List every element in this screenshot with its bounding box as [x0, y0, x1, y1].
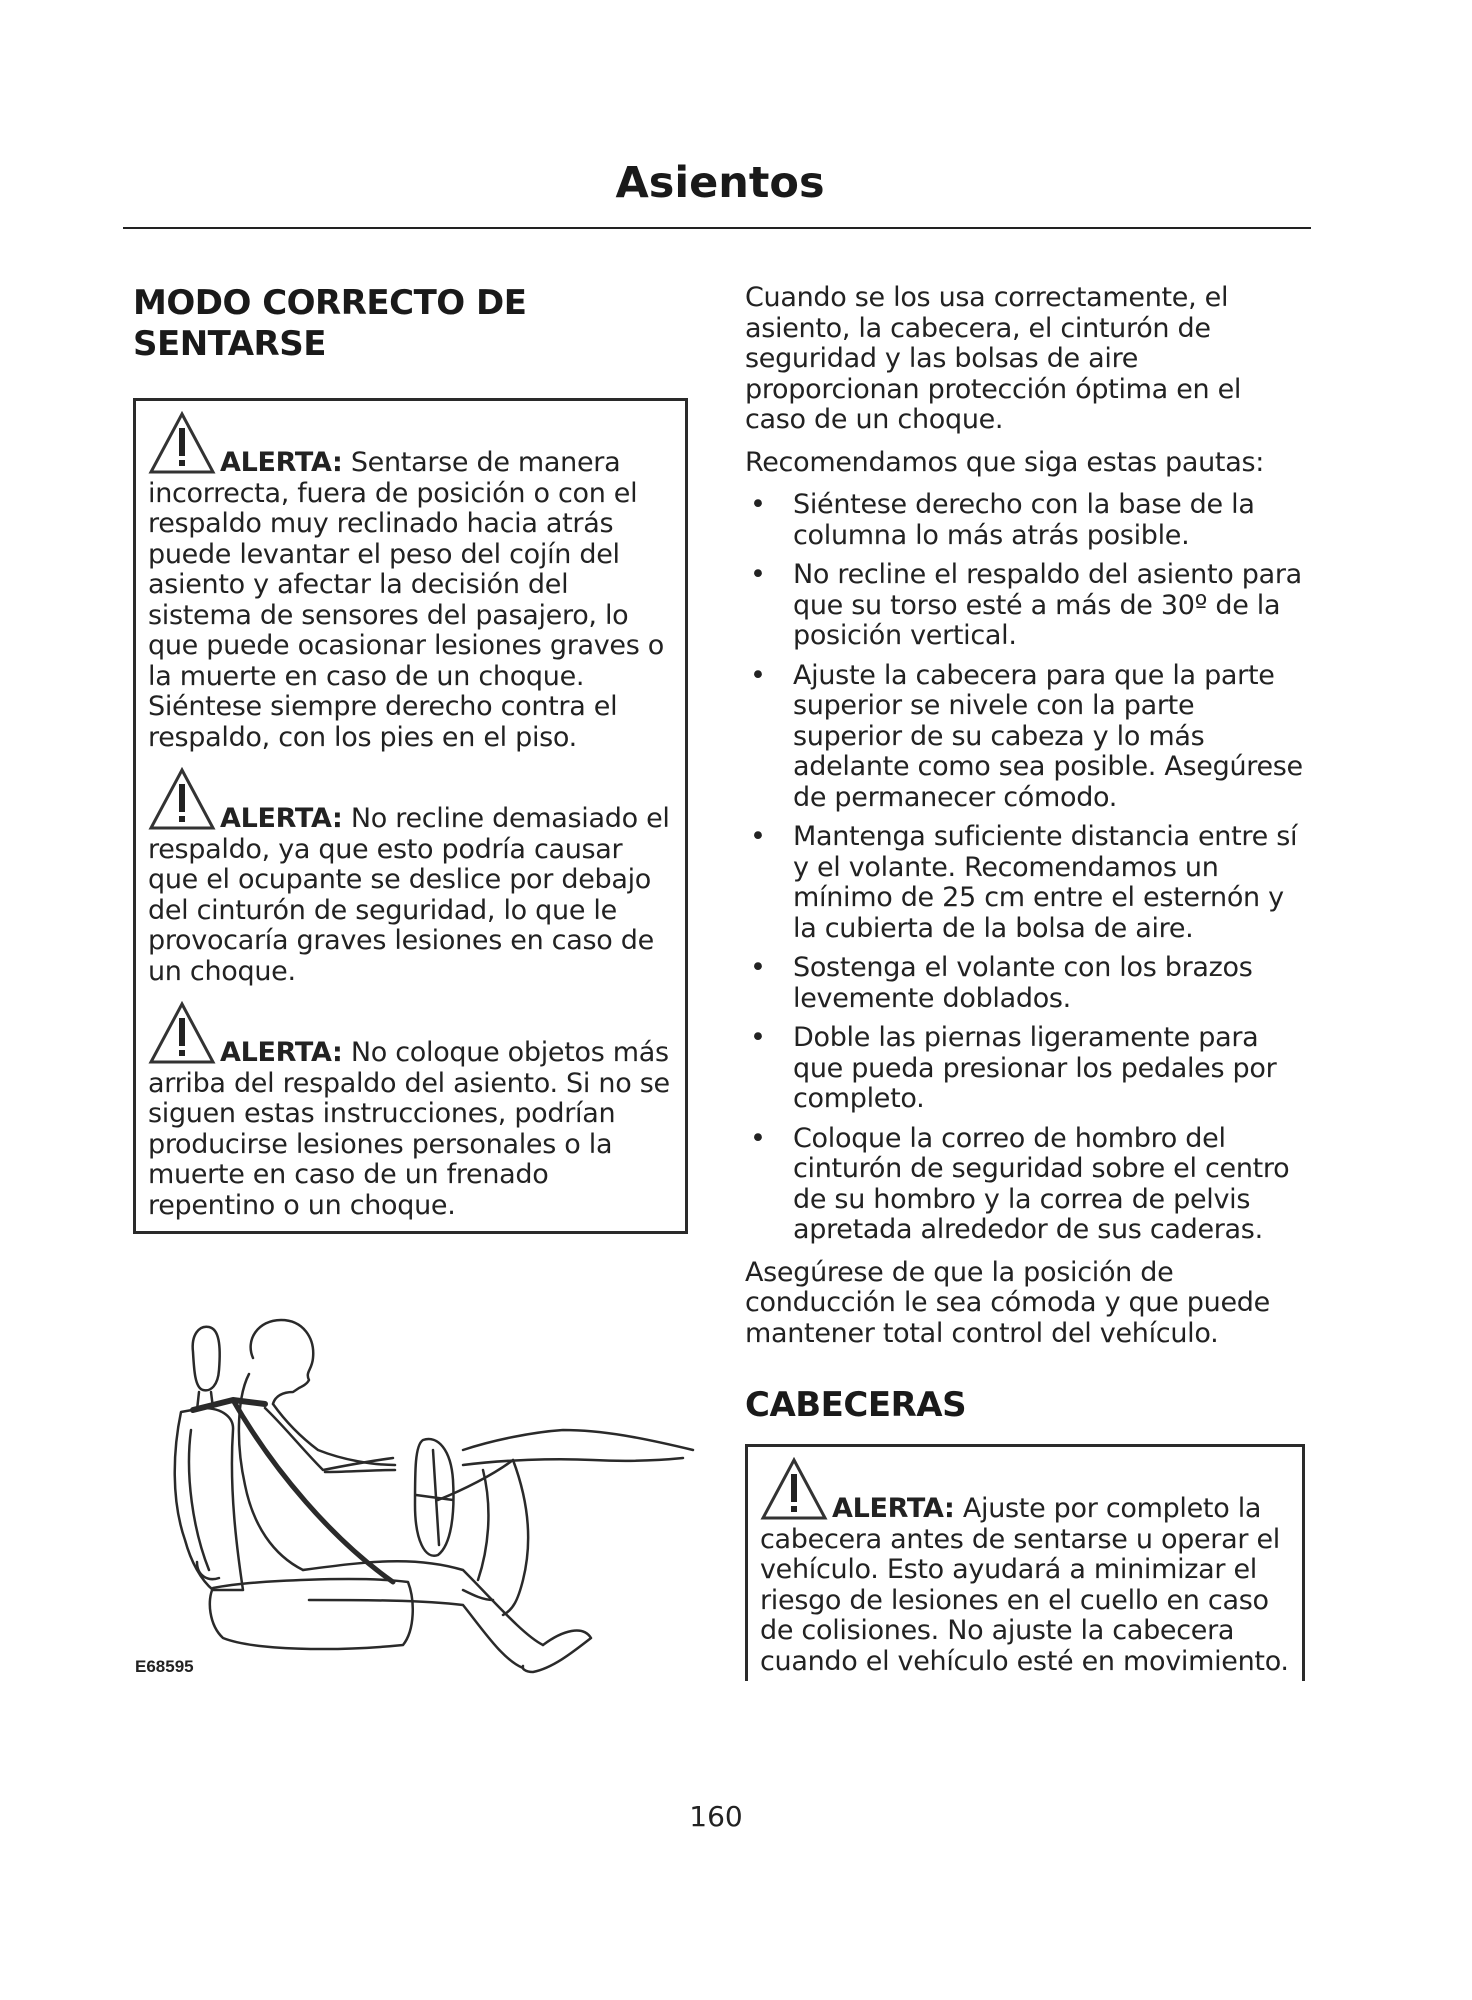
headrest-shape	[193, 1327, 220, 1391]
guidelines-list	[745, 490, 1305, 1246]
warning-triangle-icon	[148, 411, 216, 475]
intro-paragraph: Cuando se los usa correctamente, el asiento, la cabecera, el cinturón de seguridad y las bolsas de aire proporcionan protección óptima en el caso de un choque.	[745, 282, 1242, 435]
list-item: • Doble las piernas ligeramente para que pueda presionar los pedales por completo.	[750, 1022, 1277, 1114]
page-title: Asientos	[615, 158, 825, 208]
warning-item	[148, 767, 675, 987]
left-column	[133, 283, 688, 1234]
figure-code: E68595	[135, 1657, 194, 1676]
bullet-icon: •	[750, 1122, 766, 1154]
warning-triangle-icon	[760, 1457, 828, 1521]
list-item: • No recline el respaldo del asiento para que su torso esté a más de 30º de la posición vertical.	[750, 559, 1302, 651]
list-item: • Ajuste la cabecera para que la parte superior se nivele con la parte superior de su cabeza y lo más adelante como sea posible. Asegúrese de permanecer cómodo.	[750, 659, 1303, 813]
bullet-icon: •	[750, 1022, 766, 1053]
warning-text: No recline demasiado el respaldo, ya que esto podría causar que el ocupante se deslice por debajo del cinturón de seguridad, lo que le provocaría graves lesiones en caso de un choque.	[148, 803, 670, 987]
list-item: • Coloque la correo de hombro del cinturón de seguridad sobre el centro de su hombro y la correa de pelvis apretada alrededor de sus caderas.	[750, 1122, 1290, 1245]
warning-label: ALERTA:	[220, 447, 343, 478]
warning-label: ALERTA:	[832, 1493, 955, 1524]
bullet-icon: •	[750, 952, 766, 983]
page-number: 160	[689, 1800, 743, 1833]
seat-back-shape	[175, 1408, 243, 1590]
seating-position-illustration	[133, 1300, 703, 1680]
warning-item	[148, 1001, 675, 1221]
list-item: • Siéntese derecho con la base de la columna lo más atrás posible.	[750, 489, 1255, 551]
warning-text: Ajuste por completo la cabecera antes de sentarse u operar el vehículo. Esto ayudará a minimizar el riesgo de lesiones en el cuello en caso de colisiones. No ajuste la cabecera cuando el vehículo esté en movimiento.	[760, 1493, 1289, 1677]
warning-text: No coloque objetos más arriba del respaldo del asiento. Si no se siguen estas instrucciones, podrían producirse lesiones personales o la muerte en caso de un frenado repentino o un choque.	[148, 1037, 670, 1221]
warning-box	[133, 398, 688, 1234]
section-heading-headrests: CABECERAS	[745, 1385, 967, 1425]
warning-triangle-icon	[148, 767, 216, 831]
bullet-icon: •	[750, 659, 766, 691]
bullet-icon: •	[750, 821, 766, 852]
warning-label: ALERTA:	[220, 803, 343, 834]
warning-box	[745, 1444, 1305, 1681]
warning-item	[148, 411, 675, 753]
list-item: • Sostenga el volante con los brazos levemente doblados.	[750, 952, 1253, 1014]
driver-head-shape	[251, 1320, 314, 1404]
right-column	[745, 283, 1305, 1681]
lead-paragraph: Recomendamos que siga estas pautas:	[745, 446, 1265, 478]
list-item: • Mantenga suficiente distancia entre sí y el volante. Recomendamos un mínimo de 25 cm entre el esternón y la cubierta de la bolsa de aire.	[750, 821, 1298, 944]
bullet-icon: •	[750, 559, 766, 590]
warning-item	[760, 1457, 1292, 1677]
closing-paragraph: Asegúrese de que la posición de conducción le sea cómoda y que puede mantener total control del vehículo.	[745, 1256, 1270, 1349]
seatbelt-shape	[193, 1400, 265, 1410]
title-divider	[123, 227, 1311, 229]
bullet-icon: •	[750, 489, 766, 520]
warning-triangle-icon	[148, 1001, 216, 1065]
warning-label: ALERTA:	[220, 1037, 343, 1068]
driver-leg-shape	[303, 1561, 543, 1645]
section-heading-seating: MODO CORRECTO DE SENTARSE	[133, 283, 527, 364]
warning-text: Sentarse de manera incorrecta, fuera de posición o con el respaldo muy reclinado hacia atrás puede levantar el peso del cojín del asiento y afectar la decisión del sistema de sensores del pasajero, lo que puede ocasionar lesiones graves o la muerte en caso de un choque. Siéntese siempre derecho contra el respaldo, con los pies en el piso.	[148, 447, 664, 753]
